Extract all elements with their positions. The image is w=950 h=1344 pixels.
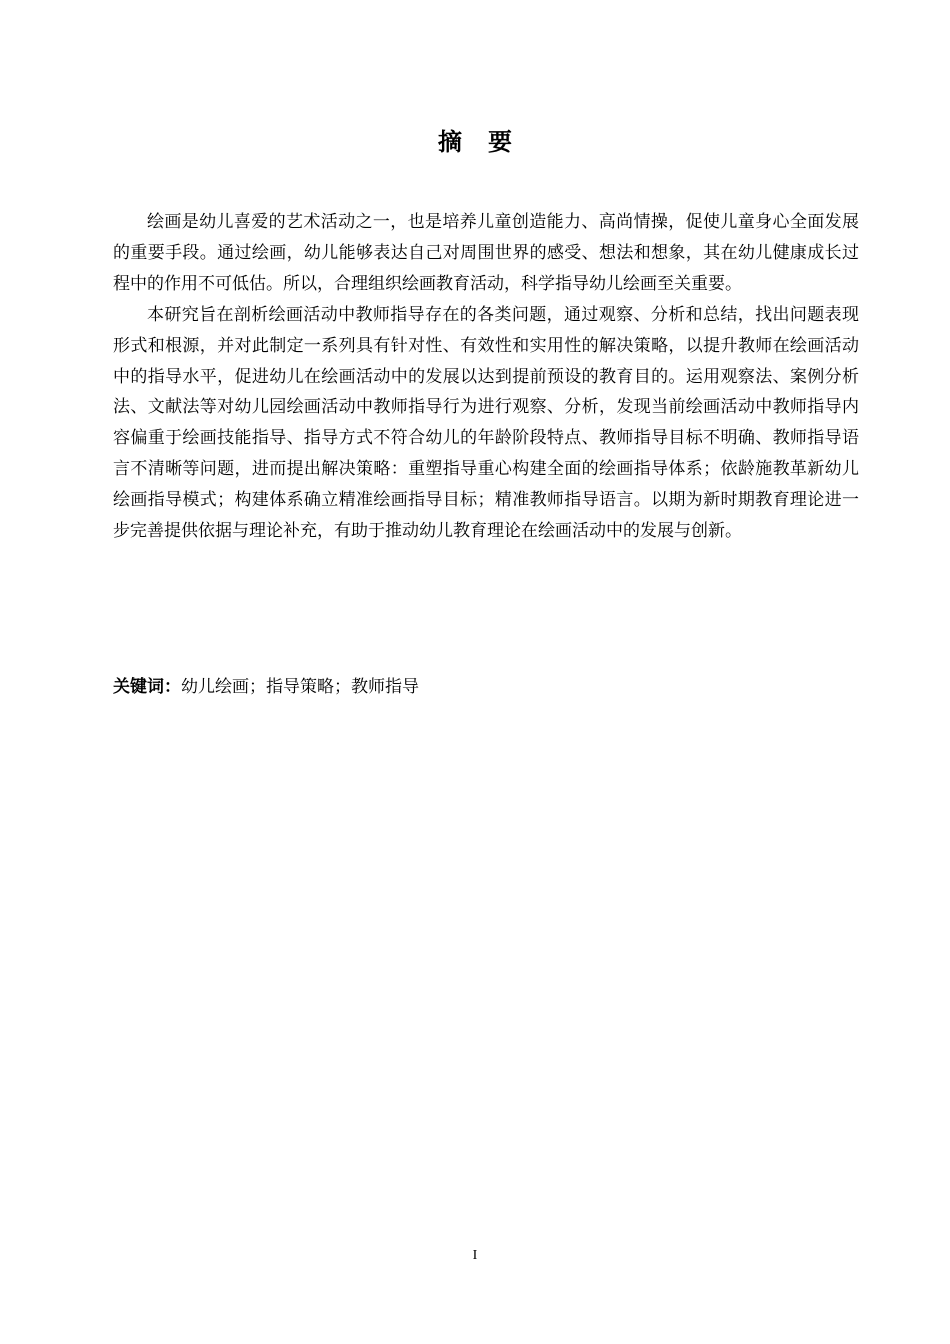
page-number: I: [472, 1248, 478, 1263]
keywords-text: 幼儿绘画；指导策略；教师指导: [181, 677, 419, 697]
abstract-title-char-1: 摘: [438, 127, 462, 156]
abstract-title: [0, 122, 950, 157]
keywords-line: [113, 674, 419, 700]
abstract-title-char-2: 要: [488, 127, 512, 156]
keywords-label: 关键词：: [113, 677, 181, 697]
abstract-body: [113, 207, 859, 547]
abstract-paragraph-2: 本研究旨在剖析绘画活动中教师指导存在的各类问题，通过观察、分析和总结，找出问题表现形式和根源，并对此制定一系列具有针对性、有效性和实用性的解决策略，以提升教师在绘画活动中的指导水平，促进幼儿在绘画活动中的发展以达到提前预设的教育目的。运用观察法、案例分析法、文献法等对幼儿园绘画活动中教师指导行为进行观察、分析，发现当前绘画活动中教师指导内容偏重于绘画技能指导、指导方式不符合幼儿的年龄阶段特点、教师指导目标不明确、教师指导语言不清晰等问题，进而提出解决策略：重塑指导重心构建全面的绘画指导体系；依龄施教革新幼儿绘画指导模式；构建体系确立精准绘画指导目标；精准教师指导语言。以期为新时期教育理论进一步完善提供依据与理论补充，有助于推动幼儿教育理论在绘画活动中的发展与创新。: [113, 304, 859, 542]
abstract-paragraph-1: 绘画是幼儿喜爱的艺术活动之一，也是培养儿童创造能力、高尚情操，促使儿童身心全面发展的重要手段。通过绘画，幼儿能够表达自己对周围世界的感受、想法和想象，其在幼儿健康成长过程中的作用不可低估。所以，合理组织绘画教育活动，科学指导幼儿绘画至关重要。: [113, 212, 859, 294]
